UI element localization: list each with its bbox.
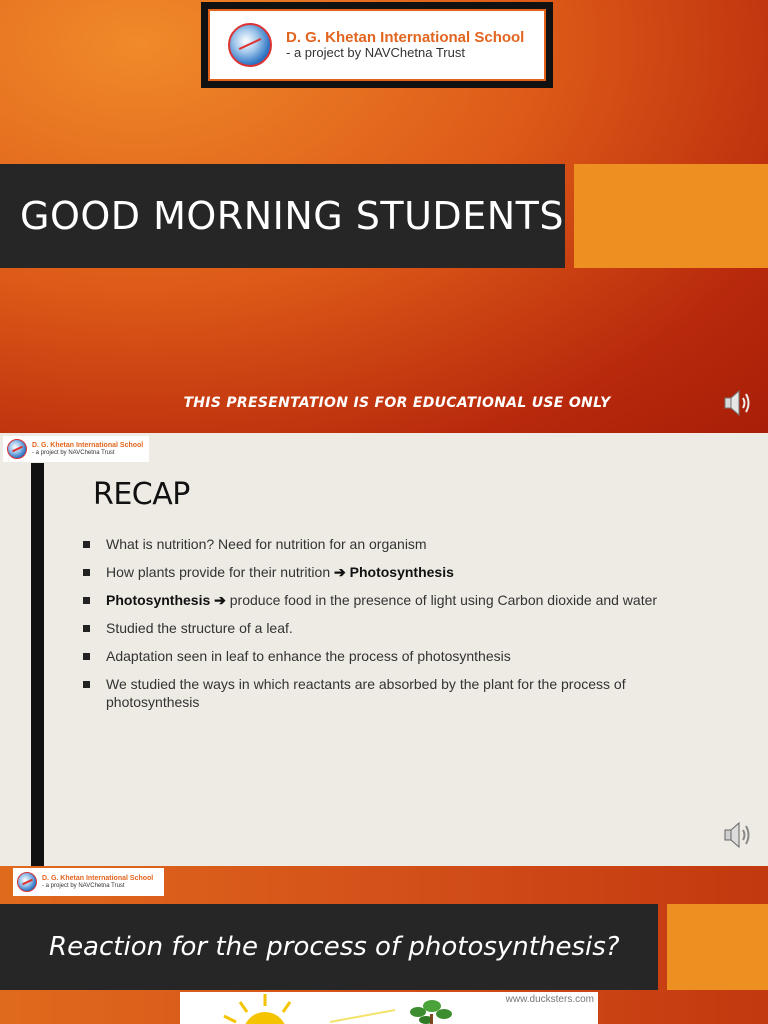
logo-text [286, 29, 524, 61]
accent-block [667, 904, 768, 990]
accent-block [574, 164, 768, 268]
bullet-text: How plants provide for their nutrition [106, 564, 334, 580]
school-tagline: - a project by NAVChetna Trust [42, 882, 125, 889]
school-name: D. G. Khetan International School [286, 28, 525, 46]
side-stripe [31, 463, 44, 866]
image-credit: www.ducksters.com [505, 994, 594, 1005]
bullet-text: Adaptation seen in leaf to enhance the process of photosynthesis [106, 648, 511, 664]
question-title: Reaction for the process of photosynthesis? [49, 932, 620, 962]
school-tagline: - a project by NAVChetna Trust [32, 449, 115, 456]
school-name: D. G. Khetan International School [32, 441, 144, 449]
speaker-icon[interactable] [722, 820, 754, 850]
logo-text [42, 875, 153, 890]
photosynthesis-illustration [180, 992, 598, 1024]
arrow-icon: ➔ [214, 592, 226, 608]
slide-2 [0, 433, 768, 866]
school-name: D. G. Khetan International School [42, 874, 154, 882]
speaker-icon[interactable] [722, 388, 754, 418]
bullet-text: We studied the ways in which reactants are absorbed by the plant for the process of photosynthesis [106, 676, 626, 710]
logo-card [208, 9, 546, 81]
bullet-item [82, 591, 682, 609]
title-bar [0, 164, 565, 268]
globe-emblem-icon [228, 23, 272, 67]
slide-1 [0, 0, 768, 433]
bullet-item [82, 563, 682, 581]
question-bar [0, 904, 658, 990]
recap-bullet-list [82, 535, 682, 721]
school-logo-small [13, 868, 164, 896]
bullet-text: What is nutrition? Need for nutrition for an organism [106, 536, 427, 552]
bullet-item [82, 675, 682, 711]
slide-title: GOOD MORNING STUDENTS [20, 194, 564, 238]
bullet-item [82, 647, 682, 665]
educational-use-note: THIS PRESENTATION IS FOR EDUCATIONAL USE ONLY [183, 395, 611, 411]
bullet-bold-text: Photosynthesis [345, 564, 454, 580]
bullet-bold-text: Photosynthesis [106, 592, 215, 608]
bullet-text: Studied the structure of a leaf. [106, 620, 293, 636]
school-logo [201, 2, 553, 88]
globe-emblem-icon [17, 872, 37, 892]
bullet-item [82, 535, 682, 553]
globe-emblem-icon [7, 439, 27, 459]
slide-3 [0, 866, 768, 1024]
arrow-icon: ➔ [334, 564, 346, 580]
bullet-text: produce food in the presence of light using Carbon dioxide and water [225, 592, 658, 608]
bullet-item [82, 619, 682, 637]
recap-title: RECAP [93, 477, 190, 512]
school-logo-small [3, 436, 149, 462]
logo-text [32, 442, 143, 457]
school-tagline: - a project by NAVChetna Trust [286, 45, 465, 61]
